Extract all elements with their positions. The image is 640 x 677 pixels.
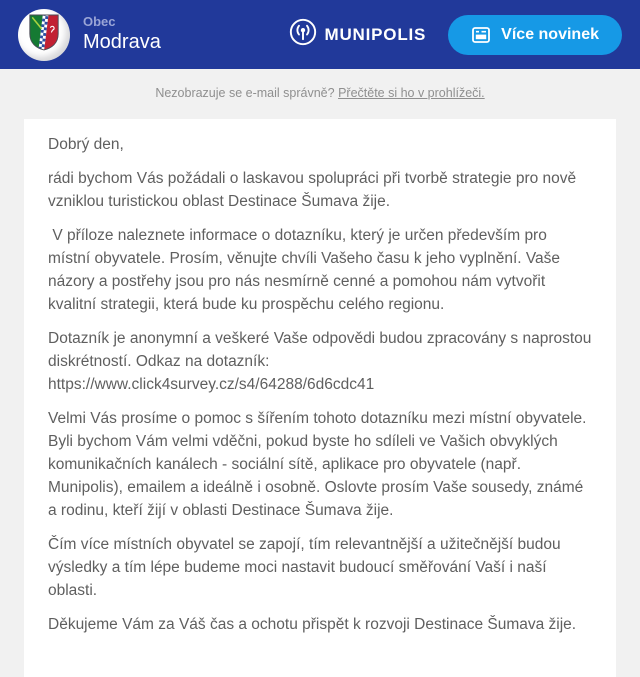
org-name: Modrava: [83, 31, 161, 54]
preheader-bar: [0, 69, 640, 119]
email-paragraph: V příloze naleznete informace o dotazníku, který je určen především pro místní obyvatele. Prosím, věnujte chvíli Vašeho času k jeho vyplnění. Vaše názory a postřehy jsou pro nás nesmírně cenné a pomohou nám vytvořit kvalitní strategii, která bude ku prospěchu celého regionu.: [48, 227, 565, 313]
munipolis-brand-label: MUNIPOLIS: [324, 24, 427, 44]
header-bar: [0, 0, 640, 69]
view-in-browser-link[interactable]: Přečtěte si ho v prohlížeči.: [338, 86, 485, 100]
munipolis-brand: [289, 18, 427, 51]
preheader-text: Nezobrazuje se e-mail správně?: [155, 86, 335, 100]
email-closing: Děkujeme Vám za Váš čas a ochotu přispět k rozvoji Destinace Šumava žije.: [48, 616, 577, 633]
email-greeting: Dobrý den,: [48, 136, 124, 153]
email-body-card: [24, 119, 616, 677]
email-paragraph: rádi bychom Vás požádali o laskavou spolupráci při tvorbě strategie pro nově vzniklou turistickou oblast Destinace Šumava žije.: [48, 170, 581, 210]
municipality-logo: [18, 9, 70, 61]
organization-title: [83, 15, 161, 55]
email-paragraph: [48, 327, 596, 396]
more-news-button-label: Více novinek: [501, 25, 599, 43]
email-paragraph: Čím více místních obyvatel se zapojí, tím relevantnější a užitečnější budou výsledky a tím lépe budeme moci nastavit budoucí směřování Vaší i naší oblasti.: [48, 536, 565, 599]
modrava-coat-of-arms-icon: [27, 13, 61, 56]
email-paragraph: Velmi Vás prosíme o pomoc s šířením tohoto dotazníku mezi místní obyvatele. Byli bychom Vám velmi vděčni, pokud byste ho sdíleli ve Vašich obvyklých komunikačních kanálech - sociální sítě, aplikace pro obyvatele (např. Munipolis), emailem a ideálně i osobně. Oslovte prosím Vaše sousedy, známé a rodinu, kteří žijí v oblasti Destinace Šumava žije.: [48, 410, 591, 519]
survey-intro-text: Dotazník je anonymní a veškeré Vaše odpovědi budou zpracovány s naprostou diskrétností. Odkaz na dotazník:: [48, 330, 596, 370]
org-label: Obec: [83, 13, 116, 29]
more-news-button[interactable]: [448, 15, 622, 55]
munipolis-signal-icon: [289, 18, 317, 51]
survey-link[interactable]: https://www.click4survey.cz/s4/64288/6d6cdc41: [48, 376, 375, 393]
newspaper-icon: [471, 25, 491, 45]
